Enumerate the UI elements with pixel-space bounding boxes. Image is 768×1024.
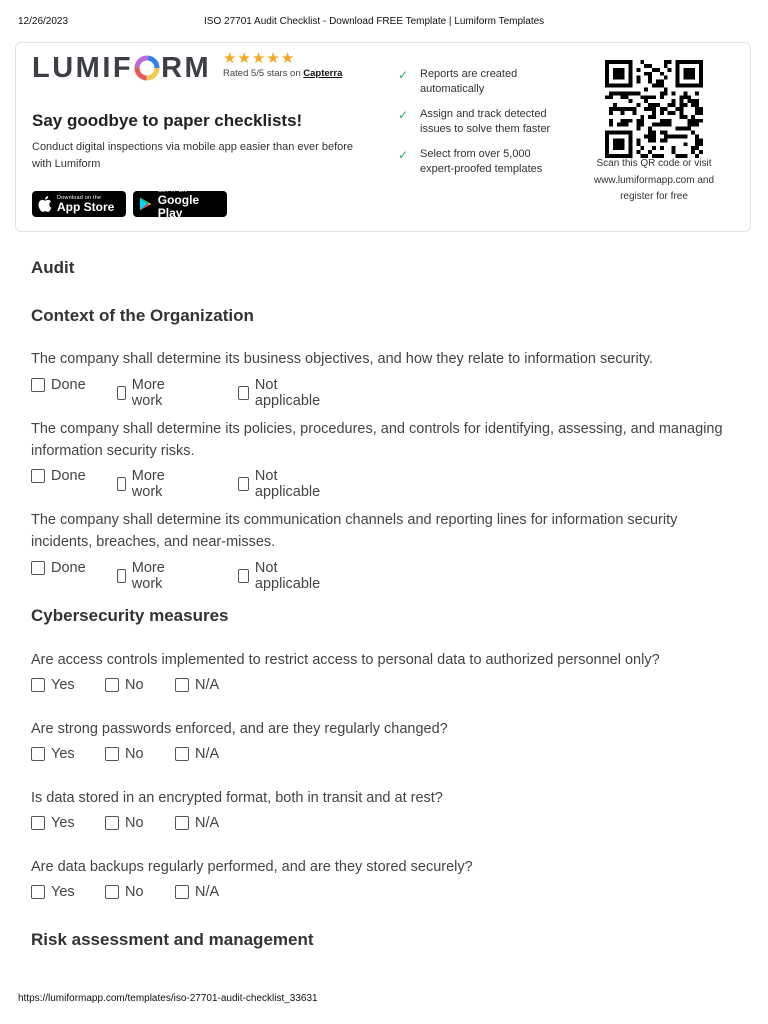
option-yes[interactable]: Yes <box>31 746 75 762</box>
star-icon: ★ <box>280 50 295 67</box>
checkbox[interactable] <box>31 561 45 575</box>
checkbox[interactable] <box>105 816 119 830</box>
app-store-small: Download on the <box>57 194 102 201</box>
checkbox[interactable] <box>238 386 249 400</box>
star-icon: ★ <box>251 50 266 67</box>
checkbox[interactable] <box>105 678 119 692</box>
feature-item: ✓ Reports are created automatically <box>398 68 518 95</box>
capterra-link[interactable]: Capterra <box>303 68 343 79</box>
google-play-icon <box>139 196 152 212</box>
checkbox[interactable] <box>105 747 119 761</box>
google-play-small: GET IT ON <box>157 188 187 194</box>
checkbox[interactable] <box>175 885 189 899</box>
option-not-applicable[interactable]: Not applicable <box>238 377 323 409</box>
audit-title: Audit <box>31 258 75 277</box>
checkbox[interactable] <box>31 816 45 830</box>
question-text: Are access controls implemented to restrict access to personal data to authorized personnel only? <box>31 652 660 668</box>
rating-prefix: Rated 5/5 stars on <box>223 68 304 79</box>
qr-code-icon[interactable] <box>605 60 703 158</box>
checkbox[interactable] <box>238 477 249 491</box>
checkbox[interactable] <box>175 747 189 761</box>
checkmark-icon: ✓ <box>398 148 409 162</box>
banner-subtext: Conduct digital inspections via mobile app easier than ever before with Lumiform <box>32 141 354 170</box>
option-no[interactable]: No <box>105 884 144 900</box>
option-no[interactable]: No <box>105 677 144 693</box>
checkbox[interactable] <box>31 469 45 483</box>
print-title: ISO 27701 Audit Checklist - Download FREE Template | Lumiform Templates <box>204 16 545 27</box>
option-more-work[interactable]: More work <box>117 468 170 500</box>
option-done[interactable]: Done <box>31 468 86 484</box>
star-icon: ★ <box>237 50 251 67</box>
checkbox[interactable] <box>31 885 45 899</box>
checkbox[interactable] <box>175 816 189 830</box>
option-na[interactable]: N/A <box>175 815 219 831</box>
checkbox[interactable] <box>117 569 126 583</box>
logo-o-icon <box>134 55 160 81</box>
feature-item: ✓ Select from over 5,000 expert-proofed templates <box>398 148 543 175</box>
checkbox[interactable] <box>117 477 126 491</box>
checkmark-icon: ✓ <box>398 68 409 82</box>
checkbox[interactable] <box>31 747 45 761</box>
checkmark-icon: ✓ <box>398 108 409 122</box>
option-more-work[interactable]: More work <box>117 377 170 409</box>
print-footer-url: https://lumiformapp.com/templates/iso-27701-audit-checklist_33631 <box>18 993 318 1004</box>
section-title: Cybersecurity measures <box>31 606 229 625</box>
rating-stars <box>223 51 342 67</box>
option-na[interactable]: N/A <box>175 884 219 900</box>
option-yes[interactable]: Yes <box>31 677 75 693</box>
option-not-applicable[interactable]: Not applicable <box>238 468 323 500</box>
banner-tagline: Say goodbye to paper checklists! <box>32 111 303 130</box>
question-text: Are strong passwords enforced, and are they regularly changed? <box>31 721 448 737</box>
qr-caption: Scan this QR code or visit www.lumiformapp.com and register for free <box>593 158 715 202</box>
feature-list <box>398 67 558 187</box>
checkbox[interactable] <box>31 378 45 392</box>
question-text: The company shall determine its policies, procedures, and controls for identifying, assessing, and managing information security risks. <box>31 421 723 459</box>
app-store-button[interactable] <box>32 191 126 217</box>
checkbox[interactable] <box>117 386 126 400</box>
lumiform-logo[interactable]: LUMIF RM <box>32 51 212 84</box>
section-title: Risk assessment and management <box>31 930 314 949</box>
print-date: 12/26/2023 <box>18 16 69 27</box>
option-yes[interactable]: Yes <box>31 884 75 900</box>
google-play-button[interactable] <box>133 188 227 220</box>
question-text: The company shall determine its business objectives, and how they relate to information security. <box>31 351 653 367</box>
option-na[interactable]: N/A <box>175 677 219 693</box>
option-yes[interactable]: Yes <box>31 815 75 831</box>
checkbox[interactable] <box>105 885 119 899</box>
option-no[interactable]: No <box>105 746 144 762</box>
feature-item: ✓ Assign and track detected issues to solve them faster <box>398 108 551 135</box>
checkbox[interactable] <box>31 678 45 692</box>
checkbox[interactable] <box>175 678 189 692</box>
question-text: Are data backups regularly performed, and are they stored securely? <box>31 859 473 875</box>
promo-banner <box>15 42 751 232</box>
rating <box>223 51 342 79</box>
option-na[interactable]: N/A <box>175 746 219 762</box>
app-store-label: App Store <box>57 199 115 214</box>
star-icon: ★ <box>223 50 237 67</box>
apple-icon <box>38 196 52 212</box>
question-text: The company shall determine its communication channels and reporting lines for information security incidents, breaches, and near-misses. <box>31 512 678 550</box>
checkbox[interactable] <box>238 569 249 583</box>
print-header <box>18 16 750 30</box>
star-icon: ★ <box>266 50 280 67</box>
option-more-work[interactable]: More work <box>117 560 170 592</box>
option-not-applicable[interactable]: Not applicable <box>238 560 323 592</box>
option-done[interactable]: Done <box>31 560 86 576</box>
question-text: Is data stored in an encrypted format, both in transit and at rest? <box>31 790 443 806</box>
option-done[interactable]: Done <box>31 377 86 393</box>
google-play-label: Google Play <box>157 193 200 220</box>
section-title: Context of the Organization <box>31 306 254 325</box>
option-no[interactable]: No <box>105 815 144 831</box>
